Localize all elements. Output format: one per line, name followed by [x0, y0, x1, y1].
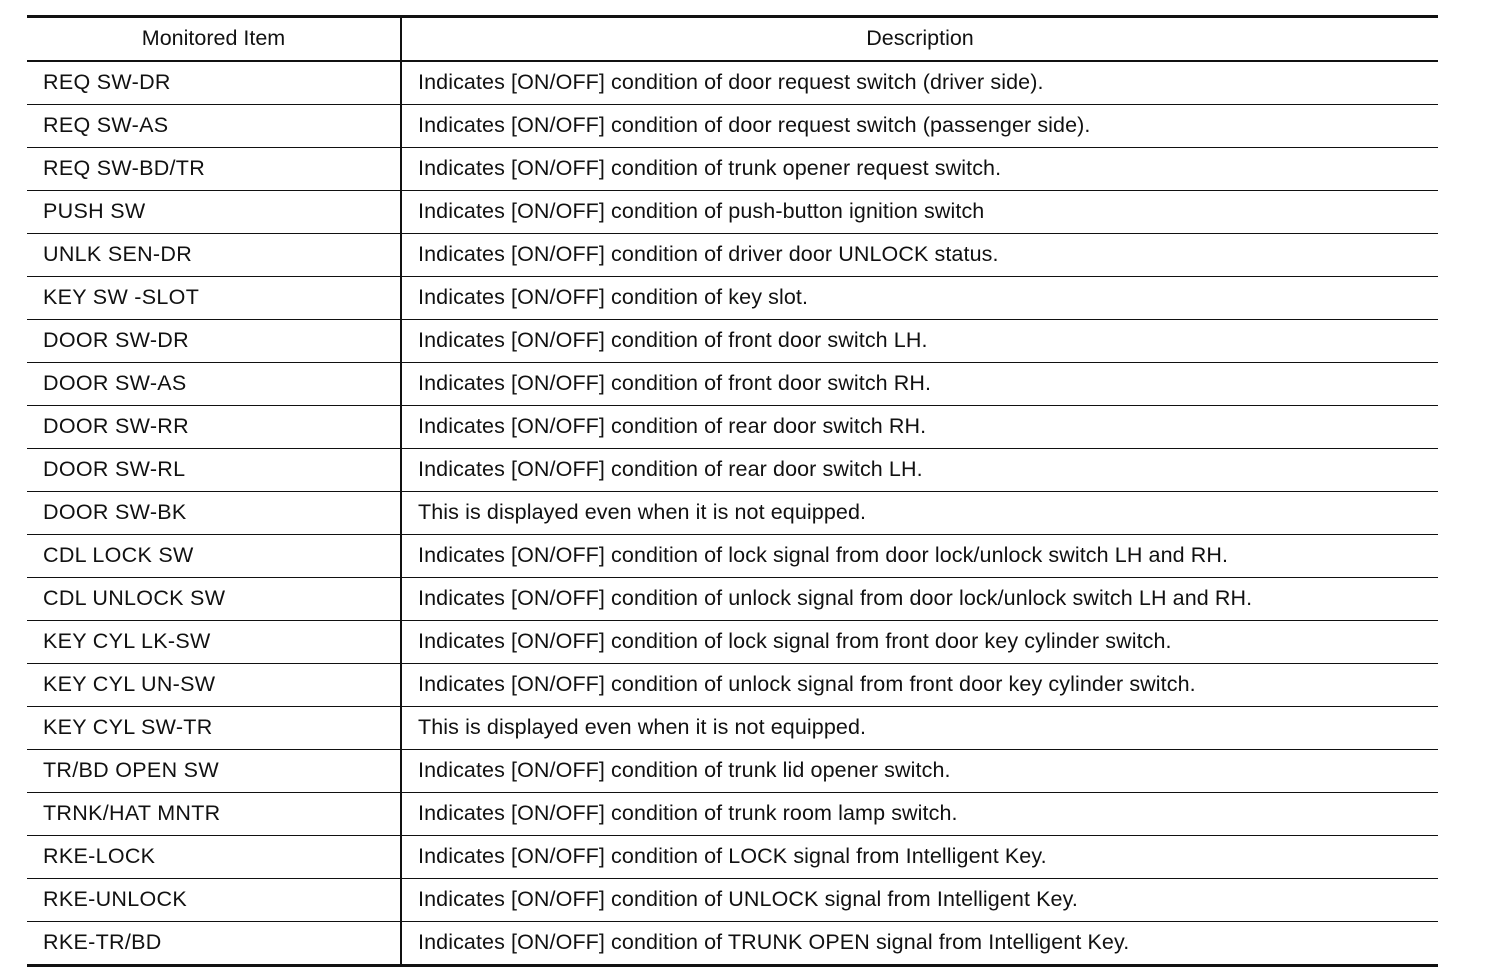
monitored-item-cell: TRNK/HAT MNTR — [27, 793, 401, 836]
table-body — [27, 61, 1438, 966]
table-row — [27, 148, 1438, 191]
description-cell: Indicates [ON/OFF] condition of rear door switch RH. — [401, 406, 1438, 449]
description-cell: Indicates [ON/OFF] condition of front door switch LH. — [401, 320, 1438, 363]
monitored-item-cell: CDL LOCK SW — [27, 535, 401, 578]
monitored-item-cell: TR/BD OPEN SW — [27, 750, 401, 793]
table-row — [27, 492, 1438, 535]
table-row — [27, 191, 1438, 234]
description-cell: Indicates [ON/OFF] condition of lock signal from front door key cylinder switch. — [401, 621, 1438, 664]
table-row — [27, 621, 1438, 664]
table-row — [27, 879, 1438, 922]
table-row — [27, 449, 1438, 492]
description-cell: Indicates [ON/OFF] condition of driver door UNLOCK status. — [401, 234, 1438, 277]
description-cell: Indicates [ON/OFF] condition of trunk room lamp switch. — [401, 793, 1438, 836]
table-row — [27, 234, 1438, 277]
monitored-item-cell: REQ SW-DR — [27, 61, 401, 105]
monitored-item-cell: RKE-TR/BD — [27, 922, 401, 966]
monitored-item-cell: CDL UNLOCK SW — [27, 578, 401, 621]
monitored-item-cell: DOOR SW-BK — [27, 492, 401, 535]
monitored-item-cell: PUSH SW — [27, 191, 401, 234]
monitored-item-cell: DOOR SW-RR — [27, 406, 401, 449]
table-row — [27, 578, 1438, 621]
description-cell: Indicates [ON/OFF] condition of UNLOCK signal from Intelligent Key. — [401, 879, 1438, 922]
description-cell: This is displayed even when it is not equipped. — [401, 707, 1438, 750]
table-row — [27, 277, 1438, 320]
table-row — [27, 61, 1438, 105]
description-cell: Indicates [ON/OFF] condition of trunk opener request switch. — [401, 148, 1438, 191]
header-description: Description — [401, 17, 1438, 62]
description-cell: Indicates [ON/OFF] condition of key slot. — [401, 277, 1438, 320]
description-cell: Indicates [ON/OFF] condition of TRUNK OPEN signal from Intelligent Key. — [418, 930, 1130, 955]
monitored-item-cell: KEY CYL LK-SW — [27, 621, 401, 664]
monitored-item-cell: KEY CYL UN-SW — [27, 664, 401, 707]
table-row — [27, 320, 1438, 363]
table-row — [27, 836, 1438, 879]
monitored-item-cell: REQ SW-BD/TR — [27, 148, 401, 191]
table-row — [27, 750, 1438, 793]
description-cell: Indicates [ON/OFF] condition of unlock signal from door lock/unlock switch LH and RH. — [401, 578, 1438, 621]
monitored-item-cell: RKE-LOCK — [27, 836, 401, 879]
description-cell: Indicates [ON/OFF] condition of lock signal from door lock/unlock switch LH and RH. — [401, 535, 1438, 578]
table-row — [27, 363, 1438, 406]
description-cell: Indicates [ON/OFF] condition of trunk lid opener switch. — [401, 750, 1438, 793]
monitored-item-cell: RKE-UNLOCK — [27, 879, 401, 922]
monitored-item-cell: DOOR SW-DR — [27, 320, 401, 363]
table-row — [27, 535, 1438, 578]
monitored-item-cell: KEY SW -SLOT — [27, 277, 401, 320]
monitored-item-cell: KEY CYL SW-TR — [27, 707, 401, 750]
description-cell: This is displayed even when it is not equipped. — [401, 492, 1438, 535]
description-cell: Indicates [ON/OFF] condition of unlock signal from front door key cylinder switch. — [401, 664, 1438, 707]
table-row — [27, 707, 1438, 750]
monitored-item-cell: REQ SW-AS — [27, 105, 401, 148]
description-cell: Indicates [ON/OFF] condition of door request switch (passenger side). — [401, 105, 1438, 148]
table-row — [27, 793, 1438, 836]
table-row — [27, 406, 1438, 449]
description-cell: Indicates [ON/OFF] condition of rear door switch LH. — [401, 449, 1438, 492]
description-cell: Indicates [ON/OFF] condition of LOCK signal from Intelligent Key. — [401, 836, 1438, 879]
monitored-item-cell: DOOR SW-RL — [27, 449, 401, 492]
table-row — [27, 922, 1438, 966]
description-cell: Indicates [ON/OFF] condition of front door switch RH. — [401, 363, 1438, 406]
table-header-row — [27, 17, 1438, 62]
table-row — [27, 664, 1438, 707]
monitored-item-cell: DOOR SW-AS — [27, 363, 401, 406]
description-cell: Indicates [ON/OFF] condition of door request switch (driver side). — [401, 61, 1438, 105]
table-row — [27, 105, 1438, 148]
monitored-items-table — [27, 15, 1438, 967]
monitored-item-cell: UNLK SEN-DR — [27, 234, 401, 277]
header-monitored-item: Monitored Item — [27, 17, 401, 62]
description-cell: Indicates [ON/OFF] condition of push-button ignition switch — [401, 191, 1438, 234]
